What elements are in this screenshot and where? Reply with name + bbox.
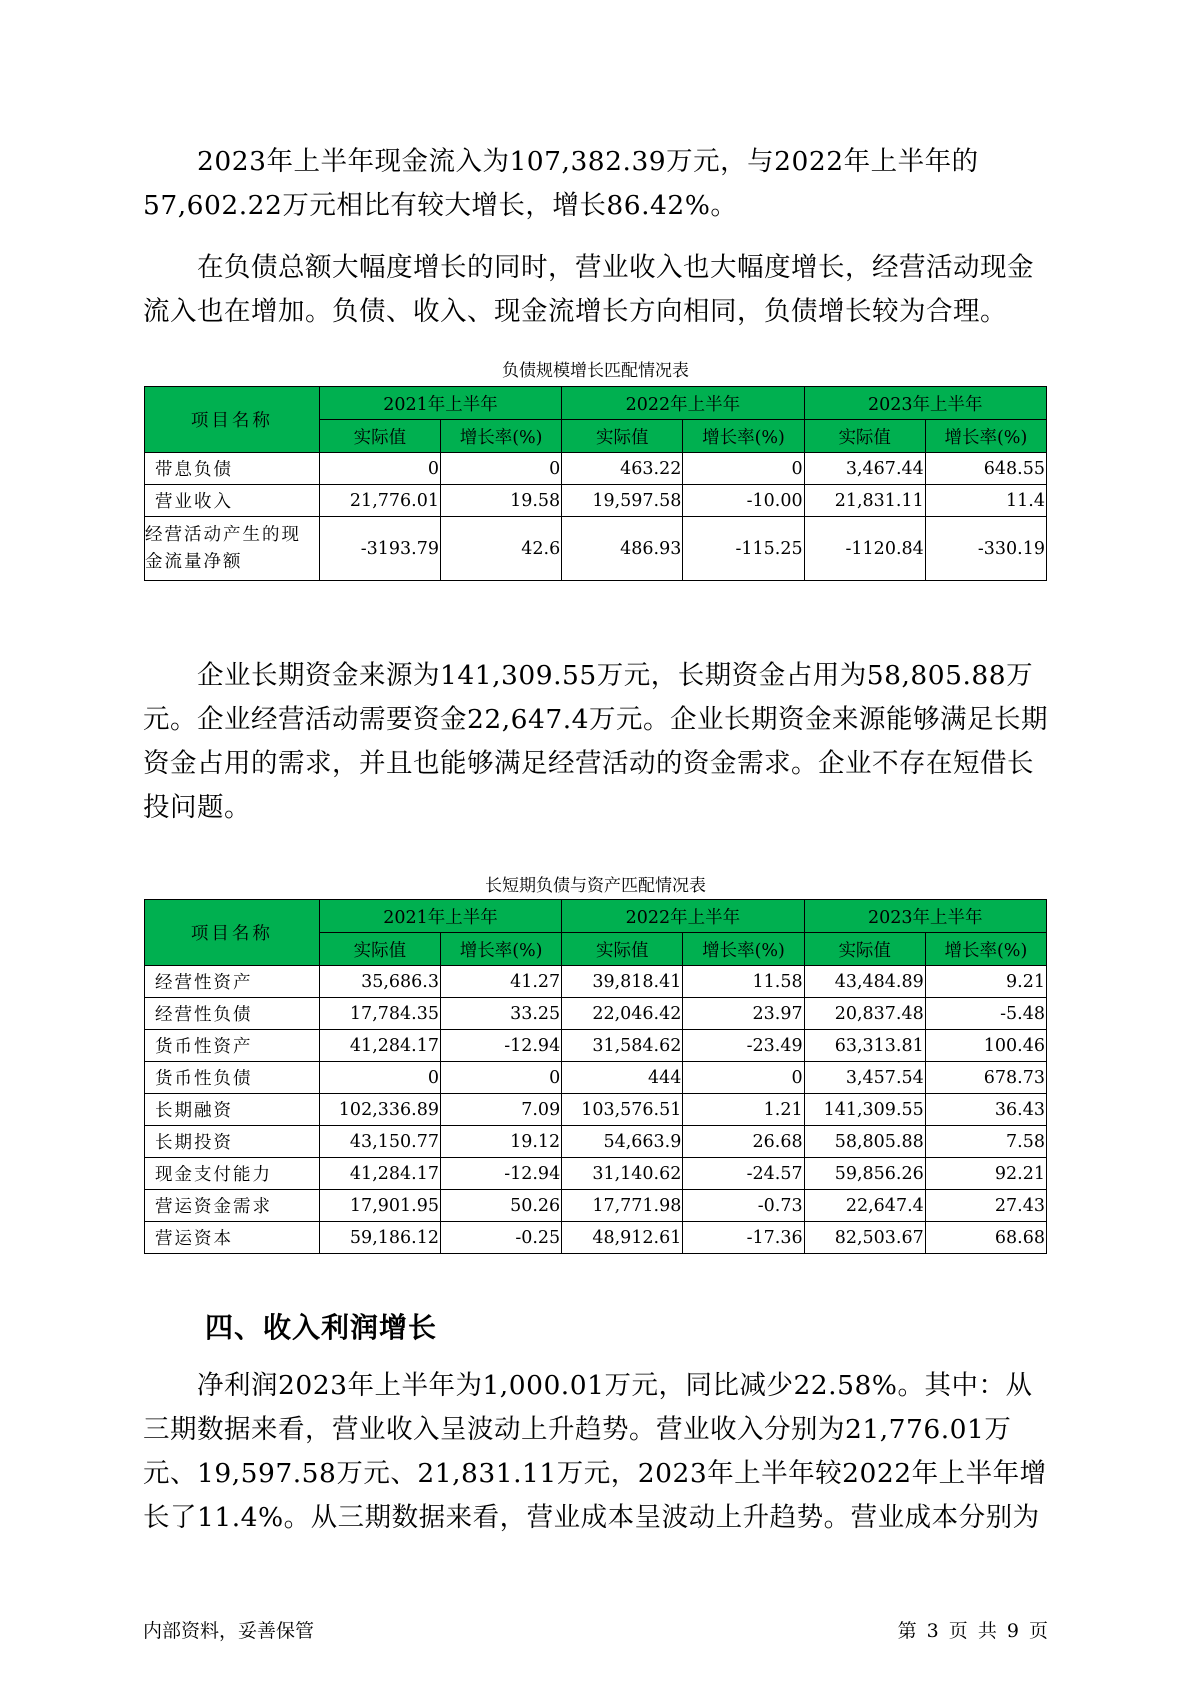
table-subheader-growth: 增长率(%): [925, 933, 1046, 966]
cell-value: 648.55: [925, 453, 1046, 485]
cell-value: -0.73: [683, 1190, 804, 1222]
cell-value: -330.19: [925, 517, 1046, 581]
cell-value: 7.09: [441, 1094, 562, 1126]
cell-value: 68.68: [925, 1222, 1046, 1254]
cell-value: 102,336.89: [319, 1094, 440, 1126]
cell-value: 17,901.95: [319, 1190, 440, 1222]
cell-value: 0: [441, 453, 562, 485]
cell-value: 444: [562, 1062, 683, 1094]
cell-value: 43,484.89: [804, 966, 925, 998]
cell-value: 11.58: [683, 966, 804, 998]
cell-value: -12.94: [441, 1158, 562, 1190]
table-row: [145, 1094, 1047, 1126]
table-subheader-growth: 增长率(%): [683, 933, 804, 966]
cell-value: 21,831.11: [804, 485, 925, 517]
row-label: 带息负债: [145, 453, 320, 485]
table-subheader-actual: 实际值: [804, 420, 925, 453]
cell-value: 26.68: [683, 1126, 804, 1158]
cell-value: 48,912.61: [562, 1222, 683, 1254]
paragraph-long-term-funds: 企业长期资金来源为141,309.55万元，长期资金占用为58,805.88万元。企业经营活动需要资金22,647.4万元。企业长期资金来源能够满足长期资金占用的需求，并且也能够满足经营活动的资金需求。企业不存在短借长投问题。: [143, 660, 1049, 823]
cell-value: 50.26: [441, 1190, 562, 1222]
cell-value: 41.27: [441, 966, 562, 998]
cell-value: 31,584.62: [562, 1030, 683, 1062]
table-row: [145, 1126, 1047, 1158]
row-label: 现金支付能力: [145, 1158, 320, 1190]
cell-value: 1.21: [683, 1094, 804, 1126]
cell-value: 54,663.9: [562, 1126, 683, 1158]
cell-value: 100.46: [925, 1030, 1046, 1062]
cell-value: 19.12: [441, 1126, 562, 1158]
cell-value: 3,457.54: [804, 1062, 925, 1094]
paragraph-cash-inflow: 2023年上半年现金流入为107,382.39万元，与2022年上半年的57,602.22万元相比有较大增长，增长86.42%。: [143, 146, 979, 221]
table-header-period: 2021年上半年: [319, 387, 561, 420]
asset-liability-match-table: [144, 899, 1047, 1254]
cell-value: 36.43: [925, 1094, 1046, 1126]
table-row: [145, 485, 1047, 517]
row-label: 经营性负债: [145, 998, 320, 1030]
table-row: [145, 1222, 1047, 1254]
cell-value: 27.43: [925, 1190, 1046, 1222]
table-subheader-actual: 实际值: [562, 420, 683, 453]
table-row: [145, 1062, 1047, 1094]
cell-value: 9.21: [925, 966, 1046, 998]
cell-value: 0: [683, 453, 804, 485]
cell-value: -12.94: [441, 1030, 562, 1062]
table-header-name: 项目名称: [145, 900, 320, 966]
table-row: [145, 998, 1047, 1030]
cell-value: 0: [683, 1062, 804, 1094]
cell-value: 43,150.77: [319, 1126, 440, 1158]
section-heading: 四、收入利润增长: [205, 1311, 438, 1344]
cell-value: 42.6: [441, 517, 562, 581]
cell-value: 58,805.88: [804, 1126, 925, 1158]
table-header-period: 2022年上半年: [562, 900, 804, 933]
table-header-period: 2021年上半年: [319, 900, 561, 933]
row-label: 经营性资产: [145, 966, 320, 998]
cell-value: 19,597.58: [562, 485, 683, 517]
table-header-period: 2022年上半年: [562, 387, 804, 420]
paragraph-debt-growth: 在负债总额大幅度增长的同时，营业收入也大幅度增长，经营活动现金流入也在增加。负债、收入、现金流增长方向相同，负债增长较为合理。: [143, 252, 1034, 327]
table-subheader-growth: 增长率(%): [683, 420, 804, 453]
cell-value: 17,784.35: [319, 998, 440, 1030]
row-label: 长期投资: [145, 1126, 320, 1158]
cell-value: 39,818.41: [562, 966, 683, 998]
row-label: 货币性资产: [145, 1030, 320, 1062]
cell-value: -1120.84: [804, 517, 925, 581]
cell-value: 678.73: [925, 1062, 1046, 1094]
cell-value: 11.4: [925, 485, 1046, 517]
row-label: 营业收入: [145, 485, 320, 517]
table-row: [145, 1158, 1047, 1190]
cell-value: 23.97: [683, 998, 804, 1030]
paragraph-profit-growth: 净利润2023年上半年为1,000.01万元，同比减少22.58%。其中：从三期数据来看，营业收入呈波动上升趋势。营业收入分别为21,776.01万元、19,597.58万元、21,831.11万元，2023年上半年较2022年上半年增长了11.4%。从三期数据来看，营业成本呈波动上升趋势。营业成本分别为: [143, 1370, 1047, 1533]
cell-value: 7.58: [925, 1126, 1046, 1158]
cell-value: 20,837.48: [804, 998, 925, 1030]
row-label: 货币性负债: [145, 1062, 320, 1094]
cell-value: -24.57: [683, 1158, 804, 1190]
cell-value: -23.49: [683, 1030, 804, 1062]
table1-caption: 负债规模增长匹配情况表: [502, 361, 689, 381]
cell-value: 41,284.17: [319, 1030, 440, 1062]
cell-value: 92.21: [925, 1158, 1046, 1190]
cell-value: 0: [319, 453, 440, 485]
cell-value: 103,576.51: [562, 1094, 683, 1126]
row-label: 营运资本: [145, 1222, 320, 1254]
footer-confidential-note: 内部资料，妥善保管: [143, 1620, 315, 1642]
row-label: 经营活动产生的现金流量净额: [145, 517, 320, 581]
table2-caption: 长短期负债与资产匹配情况表: [485, 876, 706, 896]
table-header-name: 项目名称: [145, 387, 320, 453]
debt-scale-table: [144, 386, 1047, 581]
cell-value: -10.00: [683, 485, 804, 517]
cell-value: 31,140.62: [562, 1158, 683, 1190]
cell-value: 17,771.98: [562, 1190, 683, 1222]
cell-value: 35,686.3: [319, 966, 440, 998]
table-subheader-actual: 实际值: [319, 933, 440, 966]
table-subheader-growth: 增长率(%): [441, 420, 562, 453]
table-subheader-growth: 增长率(%): [925, 420, 1046, 453]
table-row: [145, 1030, 1047, 1062]
table-row: [145, 453, 1047, 485]
cell-value: -5.48: [925, 998, 1046, 1030]
cell-value: 463.22: [562, 453, 683, 485]
row-label: 营运资金需求: [145, 1190, 320, 1222]
table-header-period: 2023年上半年: [804, 900, 1046, 933]
cell-value: 19.58: [441, 485, 562, 517]
table-subheader-growth: 增长率(%): [441, 933, 562, 966]
cell-value: 486.93: [562, 517, 683, 581]
table-subheader-actual: 实际值: [319, 420, 440, 453]
cell-value: 22,647.4: [804, 1190, 925, 1222]
cell-value: 0: [441, 1062, 562, 1094]
cell-value: 22,046.42: [562, 998, 683, 1030]
table-subheader-actual: 实际值: [804, 933, 925, 966]
table-row: [145, 1190, 1047, 1222]
cell-value: 59,856.26: [804, 1158, 925, 1190]
table-row: [145, 966, 1047, 998]
table-header-period: 2023年上半年: [804, 387, 1046, 420]
cell-value: 141,309.55: [804, 1094, 925, 1126]
row-label: 长期融资: [145, 1094, 320, 1126]
table-subheader-actual: 实际值: [562, 933, 683, 966]
table-row: [145, 517, 1047, 581]
cell-value: 63,313.81: [804, 1030, 925, 1062]
cell-value: 3,467.44: [804, 453, 925, 485]
cell-value: 41,284.17: [319, 1158, 440, 1190]
cell-value: 0: [319, 1062, 440, 1094]
cell-value: -3193.79: [319, 517, 440, 581]
footer-page-number: 第 3 页 共 9 页: [897, 1620, 1048, 1642]
cell-value: -115.25: [683, 517, 804, 581]
cell-value: -17.36: [683, 1222, 804, 1254]
cell-value: 33.25: [441, 998, 562, 1030]
cell-value: 82,503.67: [804, 1222, 925, 1254]
cell-value: 21,776.01: [319, 485, 440, 517]
cell-value: -0.25: [441, 1222, 562, 1254]
cell-value: 59,186.12: [319, 1222, 440, 1254]
